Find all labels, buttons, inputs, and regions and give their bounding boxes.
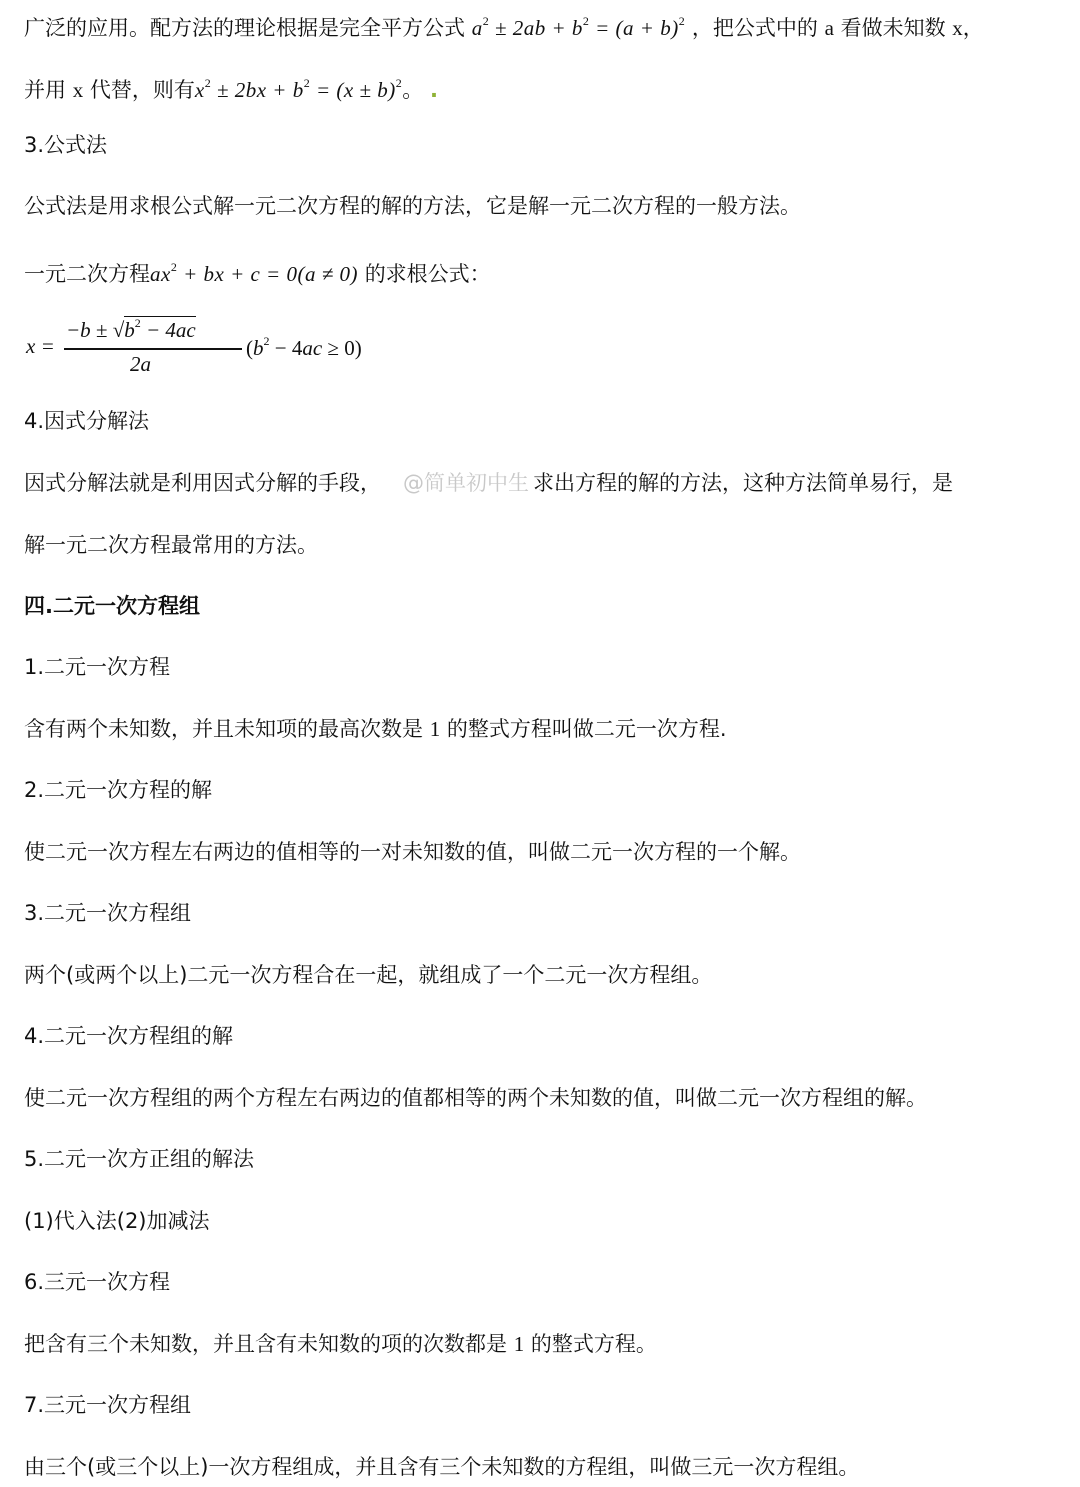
text-segment: 的整式方程。 [530,1332,657,1356]
text-segment: 含有两个未知数，并且未知项的最高次数是 [24,717,423,741]
heading-linear-system-methods: 5.二元一次方正组的解法 [24,1147,255,1171]
text-segment: 看做未知数 [840,16,946,40]
paragraph-linear-equation-solution: 使二元一次方程左右两边的值相等的一对未知数的值，叫做二元一次方程的一个解。 [24,840,801,864]
green-dot-mark: . [429,78,438,102]
text-segment: 的求根公式： [364,262,491,286]
text-segment: 把含有三个未知数，并且含有未知数的项的次数都是 [24,1332,507,1356]
text-segment: 并用 [24,78,66,102]
paragraph-linear-system: 两个(或两个以上)二元一次方程合在一起，就组成了一个二元一次方程组。 [24,963,713,987]
number-one: 1 [513,1332,525,1356]
heading-linear-equation-solution: 2.二元一次方程的解 [24,778,213,802]
text-segment: 代替，则有 [89,78,195,102]
heading-linear-system: 3.二元一次方程组 [24,901,192,925]
math-square-formula: $a^2 \pm 2ab + b^2 = (a + b)^2$ [471,14,686,40]
text-segment: 一元二次方程 [24,262,150,286]
sqrt-icon: √ [112,318,125,342]
formula-denominator: 2a [130,352,151,376]
paragraph-linear-system-methods: (1)代入法(2)加减法 [24,1209,210,1233]
paragraph-linear-system-solution: 使二元一次方程组的两个方程左右两边的值都相等的两个未知数的值，叫做二元一次方程组的解。 [24,1086,927,1110]
text-segment: 广泛的应用。配方法的理论根据是完全平方公式 [24,16,465,40]
text-segment: 求出方程的解的方法，这种方法简单易行，是 [533,471,953,495]
heading-three-var-equation: 6.三元一次方程 [24,1270,171,1294]
number-one: 1 [429,717,441,741]
text-segment: ，把公式中的 [691,16,818,40]
paragraph-factorization-line2: 解一元二次方程最常用的方法。 [24,533,318,557]
text-segment: 。 [402,78,424,102]
math-substituted-formula: $x^2 \pm 2bx + b^2 = (x \pm b)^2$ [194,76,403,102]
heading-linear-system-solution: 4.二元一次方程组的解 [24,1024,234,1048]
paragraph-formula-method: 公式法是用求根公式解一元二次方程的解的方法，它是解一元二次方程的一般方法。 [24,194,801,218]
paragraph-factorization-line1 [24,468,1060,498]
heading-formula-method: 3.公式法 [24,133,108,157]
paragraph-quadratic-root-formula [24,252,1060,289]
paragraph-three-var-equation [24,1329,1060,1359]
text-segment: 的整式方程叫做二元一次方程. [446,717,727,741]
paragraph-linear-equation-definition [24,714,1060,744]
math-variable-x: x [72,78,84,102]
heading-linear-equation-two-vars: 1.二元一次方程 [24,655,171,679]
heading-section-linear-systems: 四.二元一次方程组 [24,594,200,618]
heading-three-var-system: 7.三元一次方程组 [24,1393,192,1417]
heading-factorization-method: 4.因式分解法 [24,409,150,433]
formula-numerator: $-b \pm √b^2 - 4ac$ [66,316,196,342]
formula-condition: $(b^2 - 4ac \ge 0)$ [246,334,362,360]
watermark-text: @简单初中生 [403,471,529,495]
paragraph-completing-square-line2 [24,68,1060,105]
fraction-bar [64,348,242,350]
text-segment: 因式分解法就是利用因式分解的手段， [24,471,381,495]
math-variable-x: x [952,16,963,40]
math-quadratic-equation: $ax^2$ + bx + c = 0(a ≠ 0) [150,260,358,286]
paragraph-completing-square-line1 [24,6,1060,43]
math-variable-a: a [824,16,834,40]
text-segment: ， [962,16,984,40]
formula-lhs: x = [26,334,55,358]
paragraph-three-var-system: 由三个(或三个以上)一次方程组成，并且含有三个未知数的方程组，叫做三元一次方程组。 [24,1455,860,1479]
